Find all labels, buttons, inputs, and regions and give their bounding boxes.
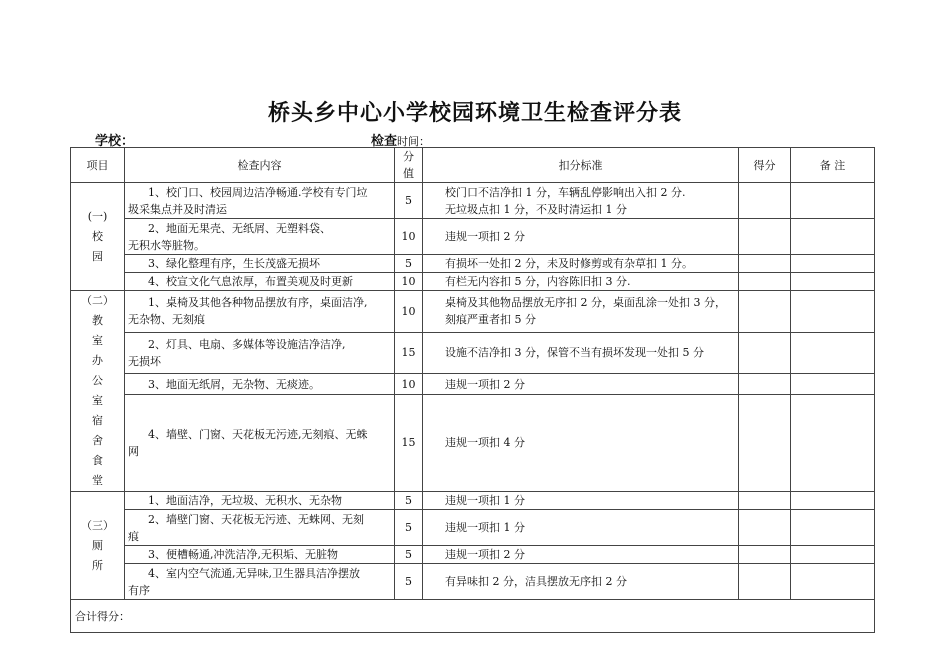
remark-cell[interactable] (791, 564, 875, 600)
header-content: 检查内容 (125, 148, 395, 183)
inspection-table (70, 147, 875, 633)
criteria-text-line: 违规一项扣 1 分 (445, 494, 525, 507)
content-text-line: 2、灯具、电扇、多媒体等设施洁净洁净, (148, 337, 346, 351)
header-remark: 备 注 (791, 148, 875, 183)
remark-cell[interactable] (791, 291, 875, 333)
got-score-cell[interactable] (739, 332, 791, 374)
content-cell (125, 492, 395, 510)
section-label-char: 园 (92, 249, 103, 263)
remark-cell[interactable] (791, 255, 875, 273)
got-score-cell[interactable] (739, 510, 791, 546)
remark-cell[interactable] (791, 183, 875, 219)
score-cell: 15 (395, 394, 423, 491)
score-cell: 10 (395, 273, 423, 291)
section-label-char: 食 (92, 454, 103, 467)
got-score-cell[interactable] (739, 183, 791, 219)
criteria-text-line: 违规一项扣 2 分 (445, 548, 525, 561)
criteria-cell (423, 492, 739, 510)
remark-cell[interactable] (791, 219, 875, 255)
score-cell: 5 (395, 255, 423, 273)
score-cell: 15 (395, 332, 423, 374)
got-score-cell[interactable] (739, 374, 791, 395)
content-cell (125, 374, 395, 395)
content-text-line: 2、地面无果壳、无纸屑、无塑料袋、 (148, 221, 331, 235)
criteria-text-line: 有栏无内容扣 5 分，内容陈旧扣 3 分. (445, 275, 631, 288)
section-label-char: 办 (92, 354, 103, 367)
table-header-row (71, 148, 875, 183)
page-title: 桥头乡中心小学校园环境卫生检查评分表 (267, 100, 682, 126)
score-cell: 5 (395, 564, 423, 600)
check-label-normal: 时间： (397, 135, 431, 148)
criteria-text-line: 有异味扣 2 分，洁具摆放无序扣 2 分 (445, 575, 627, 588)
criteria-text-line: 违规一项扣 2 分 (445, 377, 525, 391)
section-label-char: 所 (92, 558, 103, 572)
section-label-char: 公 (92, 374, 103, 387)
section-label (71, 492, 125, 600)
score-cell: 10 (395, 291, 423, 333)
criteria-cell (423, 374, 739, 395)
content-text-line: 1、桌椅及其他各种物品摆放有序，桌面洁净, (148, 296, 368, 310)
got-score-cell[interactable] (739, 564, 791, 600)
content-text-line: 无损坏 (128, 354, 161, 368)
table-row (71, 219, 875, 255)
total-label: 合计得分： (71, 600, 875, 633)
criteria-text-line: 违规一项扣 4 分 (445, 436, 525, 450)
content-cell (125, 183, 395, 219)
section-label-char: 校 (92, 229, 103, 243)
content-text-line: 3、绿化整理有序，生长茂盛无损坏 (148, 257, 320, 270)
header-score-bottom: 值 (403, 167, 414, 180)
remark-cell[interactable] (791, 510, 875, 546)
content-cell (125, 510, 395, 546)
criteria-text-line: 设施不洁净扣 3 分，保管不当有损坏发现一处扣 5 分 (445, 346, 704, 360)
total-row (71, 600, 875, 633)
section-label-char: 舍 (92, 434, 103, 447)
content-text-line: 4、墙壁、门窗、天花板无污迹,无刻痕、无蛛 (148, 427, 368, 441)
got-score-cell[interactable] (739, 492, 791, 510)
table-row (71, 546, 875, 564)
section-label-char: 厕 (92, 538, 103, 552)
criteria-text-line: 校门口不洁净扣 1 分，车辆乱停影响出入扣 2 分. (445, 185, 686, 199)
got-score-cell[interactable] (739, 255, 791, 273)
table-row (71, 492, 875, 510)
content-text-line: 圾采集点并及时清运 (128, 202, 227, 216)
section-label-char: （三） (81, 518, 114, 532)
score-cell: 10 (395, 219, 423, 255)
got-score-cell[interactable] (739, 546, 791, 564)
content-text-line: 痕 (128, 529, 139, 543)
table-row (71, 291, 875, 333)
criteria-text-line: 刻痕严重者扣 5 分 (445, 313, 536, 327)
criteria-cell (423, 332, 739, 374)
content-text-line: 3、便槽畅通,冲洗洁净,无积垢、无脏物 (148, 548, 338, 561)
table-row (71, 394, 875, 491)
section-label-char: 宿 (92, 414, 103, 427)
remark-cell[interactable] (791, 374, 875, 395)
content-text-line: 有序 (128, 583, 150, 597)
content-text-line: 2、墙壁门窗、天花板无污迹、无蛛网、无刻 (148, 512, 364, 526)
content-text-line: 1、校门口、校园周边洁净畅通.学校有专门垃 (148, 185, 368, 199)
criteria-cell (423, 183, 739, 219)
header-got: 得分 (739, 148, 791, 183)
criteria-text-line: 无垃圾点扣 1 分，不及时清运扣 1 分 (445, 202, 627, 216)
table-row (71, 183, 875, 219)
content-cell (125, 394, 395, 491)
school-label: 学校： (95, 134, 135, 149)
criteria-text-line: 违规一项扣 1 分 (445, 521, 525, 534)
header-score (395, 148, 423, 183)
content-cell (125, 255, 395, 273)
score-cell: 10 (395, 374, 423, 395)
remark-cell[interactable] (791, 273, 875, 291)
criteria-cell (423, 564, 739, 600)
criteria-cell (423, 546, 739, 564)
got-score-cell[interactable] (739, 219, 791, 255)
criteria-cell (423, 255, 739, 273)
content-text-line: 无杂物、无刻痕 (128, 313, 205, 327)
content-cell (125, 546, 395, 564)
criteria-cell (423, 394, 739, 491)
table-body (71, 183, 875, 600)
section-label-char: 室 (92, 334, 103, 347)
table-row (71, 510, 875, 546)
content-cell (125, 291, 395, 333)
content-cell (125, 332, 395, 374)
score-cell: 5 (395, 546, 423, 564)
got-score-cell[interactable] (739, 273, 791, 291)
table-row (71, 564, 875, 600)
section-label (71, 291, 125, 492)
content-text-line: 4、校宣文化气息浓厚，布置美观及时更新 (148, 275, 353, 288)
content-text-line: 3、地面无纸屑，无杂物、无痰迹。 (148, 377, 320, 391)
criteria-text-line: 桌椅及其他物品摆放无序扣 2 分，桌面乱涂一处扣 3 分， (445, 296, 726, 310)
content-cell (125, 564, 395, 600)
remark-cell[interactable] (791, 332, 875, 374)
section-label-char: 堂 (92, 474, 103, 487)
section-label-char: 室 (92, 394, 103, 407)
got-score-cell[interactable] (739, 291, 791, 333)
section-label-char: (一) (87, 209, 108, 223)
section-label-char: 教 (92, 314, 103, 327)
table-row (71, 374, 875, 395)
score-cell: 5 (395, 492, 423, 510)
score-cell: 5 (395, 183, 423, 219)
content-text-line: 网 (128, 444, 139, 458)
content-text-line: 4、室内空气流通,无异味,卫生器具洁净摆放 (148, 566, 360, 580)
got-score-cell[interactable] (739, 394, 791, 491)
content-cell (125, 273, 395, 291)
header-criteria: 扣分标准 (423, 148, 739, 183)
table-row (71, 332, 875, 374)
criteria-cell (423, 273, 739, 291)
criteria-cell (423, 291, 739, 333)
score-cell: 5 (395, 510, 423, 546)
remark-cell[interactable] (791, 546, 875, 564)
table-row (71, 255, 875, 273)
content-text-line: 无积水等脏物。 (128, 238, 205, 252)
remark-cell[interactable] (791, 394, 875, 491)
criteria-cell (423, 219, 739, 255)
table-row (71, 273, 875, 291)
section-label-char: （二） (81, 294, 114, 307)
check-label-bold: 检查 (371, 134, 398, 149)
header-item: 项目 (71, 148, 125, 183)
remark-cell[interactable] (791, 492, 875, 510)
criteria-text-line: 违规一项扣 2 分 (445, 230, 525, 243)
content-cell (125, 219, 395, 255)
content-text-line: 1、地面洁净，无垃圾、无积水、无杂物 (148, 494, 342, 507)
criteria-cell (423, 510, 739, 546)
header-score-top: 分 (403, 150, 414, 163)
criteria-text-line: 有损坏一处扣 2 分，未及时修剪或有杂草扣 1 分。 (445, 257, 693, 270)
section-label (71, 183, 125, 291)
